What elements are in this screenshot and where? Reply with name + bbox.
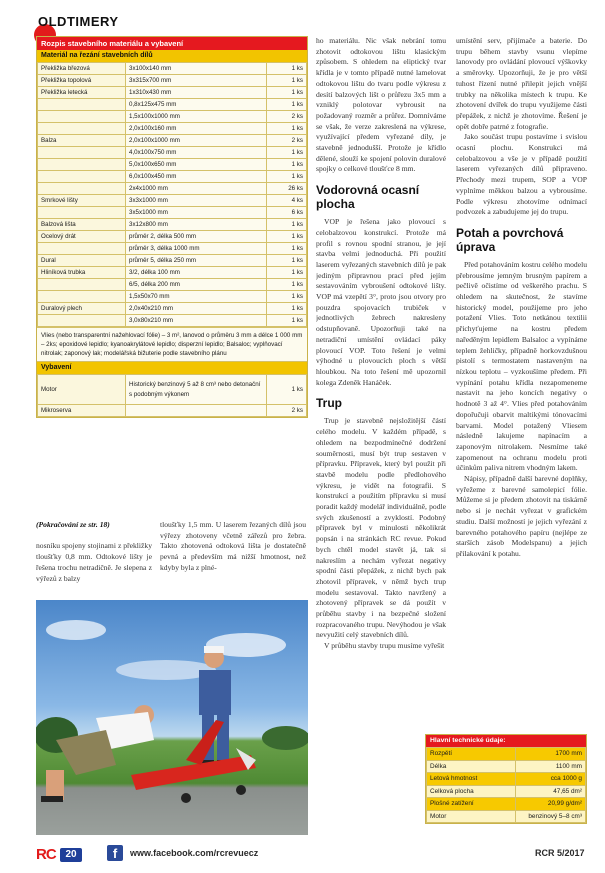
material-row [38, 279, 307, 291]
material-name [38, 171, 126, 183]
material-row [38, 87, 307, 99]
material-row [38, 195, 307, 207]
materials-rows [37, 62, 307, 327]
material-row [38, 75, 307, 87]
col2-paragraph-4: V průběhu stavby trupu musíme vyřešit [324, 641, 445, 651]
material-qty: 26 ks [267, 183, 307, 195]
equipment-row [38, 375, 307, 405]
material-name [38, 291, 126, 303]
col3-paragraph-4: Nápisy, případně další barevné doplňky, vyřežeme z barevné samolepicí fólie. Můžeme si je předem zhotovit na tiskárně nebo si je nechát vyřezat v grafickém studiu. Další možností je jejich vyřezání z barevného potahového papíru (nejlépe ze starších zásob Modelspanu) a jejich přilakování k potahu. [456, 474, 587, 558]
spec-row [427, 810, 586, 823]
col3-paragraph-3: Před potahováním kostru celého modelu přebrousíme jemným brusným papírem a pečlivě očistíme od veškerého prachu. S ohledem na skutečnost, že stavíme historický model, použijeme pro jeho potažení Vlies. Toto netkánou textilii přichyťujeme na kostru předem naředěným lepidlem Balsaloc a vypínáme teplem žehličky, případně horkovzdušnou pistolí s termostatem nastaveným na nízkou teplotu – vyzkoušíme předem. Při vypínání potahu křídla nezapomeneme nastavit na jeho koncích negativy o hodnotě 3 až 4°. Vlies před potahováním dopořučuji obarvit maltikými tónovacími barvami. Model potažený Vliesem následně lakujeme napínacím a zaponovým nitrolakem. Nesmíme také zapomenout na ochranu modelu proti účinkům paliva nitrem vhodným lakem. [456, 259, 587, 473]
material-spec: průměr 2, délka 500 mm [126, 231, 267, 243]
material-qty: 1 ks [267, 63, 307, 75]
material-row [38, 207, 307, 219]
material-qty: 1 ks [267, 267, 307, 279]
continuation-text-2: tloušťky 1,5 mm. U laserem řezaných dílů jsou výřezy zhotoveny včetně zářezů pro žebra. Takto zhotovená odtoková lišta je dostatečně pevná a především má nižší hmotnost, než kdyby byla z plné- [160, 520, 306, 572]
material-row [38, 147, 307, 159]
col3-paragraph-2: Jako součást trupu postavíme i svislou ocasní plochu. Konstrukci má celobalzovou a vše je v případě použití laserem vyřezaných dílů připraveno. Přechody mezi trupem, SOP a VOP vyplníme měkkou balzou a vybrousíme. Podle výkresu zhotovíme odnímací podvozek a zabudujeme jej do trupu. [456, 132, 587, 217]
material-row [38, 243, 307, 255]
material-spec: 2x4x1000 mm [126, 183, 267, 195]
material-qty: 4 ks [267, 195, 307, 207]
material-name [38, 183, 126, 195]
spec-label: Délka [427, 760, 516, 773]
materials-note: Vlies (nebo transparentní nažehlovací fólie) – 3 m², lanovod o průměru 3 mm a délce 1 000 mm – 2ks; epoxidové lepidlo; kyanoakrylátové lepidlo; disperzní lepidlo; Balsaloc; vyplňovací nitrolak; zaponový lak; modelářská bižuterie podle stavebního plánu [37, 327, 307, 362]
material-spec: 2,0x100x1000 mm [126, 135, 267, 147]
spec-label: Celková plocha [427, 785, 516, 798]
material-row [38, 315, 307, 327]
material-spec: 3x5x1000 mm [126, 207, 267, 219]
spec-row [427, 748, 586, 761]
material-spec: 5,0x100x650 mm [126, 159, 267, 171]
material-spec: 0,8x125x475 mm [126, 99, 267, 111]
materials-subtitle: Materiál na řezání stavebních dílů [37, 50, 307, 62]
specs-table [425, 734, 587, 824]
equipment-name: Mikroserva [38, 405, 126, 417]
col2-paragraph-1: ho materiálu. Nic však nebrání tomu zhotovit odtokovou lištu klasickým způsobem. S ohledem na eliptický tvar křídla je v tomto případě nutné lamelovat odtokovou lištu do tvaru podle výkresu z desítí balzových lišt o průřezu 3x5 mm a vzniklý polotovar vybrousit na požadovaný rozměr a průřez. Domníváme se však, že verze zakreslená na výkrese, využívající předem vyřezané díly, je stavebně jednodušší. Protože je křídlo dělené, slouží ke spojení polovin duralové spojky o celkové tloušťce 8 mm. [316, 36, 446, 174]
material-qty: 1 ks [267, 87, 307, 99]
spec-value: 20,99 g/dm² [516, 798, 586, 811]
material-row [38, 183, 307, 195]
material-spec: 3x12x800 mm [126, 219, 267, 231]
continuation-col-1 [36, 520, 152, 584]
material-spec: 1x310x430 mm [126, 87, 267, 99]
material-row [38, 267, 307, 279]
article-photo [36, 600, 308, 835]
material-name: Dural [38, 255, 126, 267]
material-spec: 6/5, délka 200 mm [126, 279, 267, 291]
col2-paragraph-2: VOP je řešena jako plovoucí s celobalzovou konstrukcí. Protože má profil s rovnou spodní stranou, je její stavba velmi jednoduchá. Při použití laserem vyřezaných stavebních dílů je pak jediným připravnou prací před jejím sestavováním vybroušení odtokové lišty. VOP má vzepětí 3°, proto jsou otvory pro pouzdra spojovacích trubiček v jednotlivých žebrech nakresleny odstupňovaně. Upozorňuji také na netradiční umístění ovládací páky plovoucí VOP. Toto řešení je velmi výhodné u plovoucích ploch s větší hloubkou. Na toto řešení mě upozornil kolega Zdeněk Hanáček. [316, 217, 446, 387]
facebook-link[interactable]: www.facebook.com/rcrevuecz [130, 848, 259, 858]
facebook-icon[interactable]: f [107, 845, 123, 861]
material-name [38, 123, 126, 135]
material-spec: 3x100x140 mm [126, 63, 267, 75]
material-row [38, 159, 307, 171]
spec-label: Rozpětí [427, 748, 516, 761]
materials-title: Rozpis stavebního materiálu a vybavení [37, 37, 307, 50]
material-qty: 1 ks [267, 231, 307, 243]
heading-trup: Trup [316, 396, 342, 411]
material-row [38, 219, 307, 231]
material-qty: 1 ks [267, 219, 307, 231]
material-spec: 2,0x100x160 mm [126, 123, 267, 135]
material-qty: 1 ks [267, 303, 307, 315]
material-row [38, 255, 307, 267]
material-spec: 3/2, délka 100 mm [126, 267, 267, 279]
material-qty: 2 ks [267, 111, 307, 123]
spec-row [427, 773, 586, 786]
continuation-text-1: nosníku spojeny stojinami z překližky tloušťky 0,8 mm. Odtokové lišty je řešena trochu netradičně. Je slepena z výřezů z balzy [36, 541, 152, 583]
spec-value: benzinový 5–8 cm³ [516, 810, 586, 823]
spec-row [427, 785, 586, 798]
rc-logo: RC [36, 846, 56, 863]
material-row [38, 231, 307, 243]
equipment-spec: Historický benzinový 5 až 8 cm³ nebo detonační s podobným výkonem [126, 375, 267, 405]
equipment-rows [37, 374, 307, 417]
material-qty: 1 ks [267, 243, 307, 255]
specs-title: Hlavní technické údaje: [426, 735, 586, 747]
material-name [38, 279, 126, 291]
material-row [38, 111, 307, 123]
material-qty: 2 ks [267, 135, 307, 147]
equipment-qty: 1 ks [267, 375, 307, 405]
issue-label: RCR 5/2017 [535, 848, 585, 858]
material-spec: 1,5x50x70 mm [126, 291, 267, 303]
material-qty: 1 ks [267, 99, 307, 111]
material-name [38, 111, 126, 123]
equipment-title: Vybavení [37, 362, 307, 374]
spec-row [427, 798, 586, 811]
material-name: Překližka březová [38, 63, 126, 75]
material-name: Hliníková trubka [38, 267, 126, 279]
spec-value: 47,65 dm² [516, 785, 586, 798]
spec-label: Letová hmotnost [427, 773, 516, 786]
specs-rows [426, 747, 586, 823]
material-name: Překližka letecká [38, 87, 126, 99]
material-name [38, 99, 126, 111]
material-qty: 1 ks [267, 123, 307, 135]
material-name: Duralový plech [38, 303, 126, 315]
material-qty: 1 ks [267, 291, 307, 303]
spec-label: Plošné zatížení [427, 798, 516, 811]
material-spec: 3x3x1000 mm [126, 195, 267, 207]
spec-label: Motor [427, 810, 516, 823]
material-qty: 1 ks [267, 147, 307, 159]
page-footer [0, 840, 605, 873]
material-spec: 6,0x100x450 mm [126, 171, 267, 183]
continuation-lead: (Pokračování ze str. 18) [36, 520, 110, 529]
material-spec: průměr 5, délka 250 mm [126, 255, 267, 267]
material-name [38, 147, 126, 159]
material-name: Překližka topolová [38, 75, 126, 87]
material-qty: 1 ks [267, 279, 307, 291]
spec-row [427, 760, 586, 773]
page-number: 20 [60, 848, 82, 862]
article-column-2 [316, 36, 446, 836]
section-title: OLDTIMERY [38, 14, 119, 29]
material-name [38, 315, 126, 327]
material-name: Ocelový drát [38, 231, 126, 243]
material-spec: 1,5x100x1000 mm [126, 111, 267, 123]
material-name: Balzová lišta [38, 219, 126, 231]
material-name [38, 207, 126, 219]
equipment-qty: 2 ks [267, 405, 307, 417]
col2-paragraph-3: Trup je stavebně nejsložitější částí celého modelu. V každém případě, s ohledem na bezpodmínečné dodržení souměrnosti, musí být trup sestaven v přípravku. Přípravek, který byl použit při stavbě modelu podle předlohového výkresu, je vidět na fotografii. S konstrukcí a použitím přípravku si musí poradit každý modelář individuálně, podle svých zkušeností a zvyklostí. Podobný přípravek byl v minulosti několikrát popsán i na stránkách RC revue. Pokud bych chtěl model stavět já, tak si nakreslím a nechám vyřezat negativy spodní části přepážek, z nichž bych pak zhotovil přípravek, v němž bych trup modelu sestavoval. Takto navržený a zhotovený přípravek se dá použít v průběhu stavby i na bezpečné složení rozpracovaného trupu. Nevýhodou je však nevyužití celý stavebních dílů. [316, 416, 446, 640]
material-spec: 3,0x80x210 mm [126, 315, 267, 327]
photo-illustration [36, 600, 308, 835]
article-column-3 [456, 36, 587, 728]
material-qty: 1 ks [267, 159, 307, 171]
equipment-name: Motor [38, 375, 126, 405]
material-row [38, 123, 307, 135]
material-name: Balza [38, 135, 126, 147]
material-spec: 4,0x100x750 mm [126, 147, 267, 159]
materials-table [36, 36, 308, 418]
spec-value: 1700 mm [516, 748, 586, 761]
material-spec: průměr 3, délka 1000 mm [126, 243, 267, 255]
material-qty: 1 ks [267, 75, 307, 87]
material-qty: 1 ks [267, 315, 307, 327]
material-qty: 1 ks [267, 171, 307, 183]
material-name [38, 243, 126, 255]
equipment-spec [126, 405, 267, 417]
continuation-col-2 [160, 520, 306, 574]
page-header [0, 0, 605, 32]
spec-value: cca 1000 g [516, 773, 586, 786]
material-row [38, 135, 307, 147]
material-name: Smrkové lišty [38, 195, 126, 207]
material-spec: 2,0x40x210 mm [126, 303, 267, 315]
material-spec: 3x315x700 mm [126, 75, 267, 87]
material-qty: 1 ks [267, 255, 307, 267]
material-row [38, 99, 307, 111]
material-row [38, 303, 307, 315]
material-row [38, 63, 307, 75]
material-qty: 6 ks [267, 207, 307, 219]
heading-potah: Potah a povrchová úprava [456, 225, 564, 254]
material-row [38, 291, 307, 303]
col3-paragraph-1: umístění serv, přijímače a baterie. Do trupu během stavby vsunu vlepíme lanovody pro ovládání plovoucí výškovky a směrovky. Upozorňuji, že je pro větší tuhost řízení nutné přilepit jejich vnější trubky na několika místech k trupu. Ke zhotovení dvířek do trupu využijeme části přepážek, z nichž je zhotovíme. Řešení je opět dobře patrné z fotografie. [456, 36, 587, 131]
equipment-row [38, 405, 307, 417]
material-name [38, 159, 126, 171]
heading-vop: Vodorovná ocasní plocha [316, 183, 420, 212]
spec-value: 1100 mm [516, 760, 586, 773]
material-row [38, 171, 307, 183]
